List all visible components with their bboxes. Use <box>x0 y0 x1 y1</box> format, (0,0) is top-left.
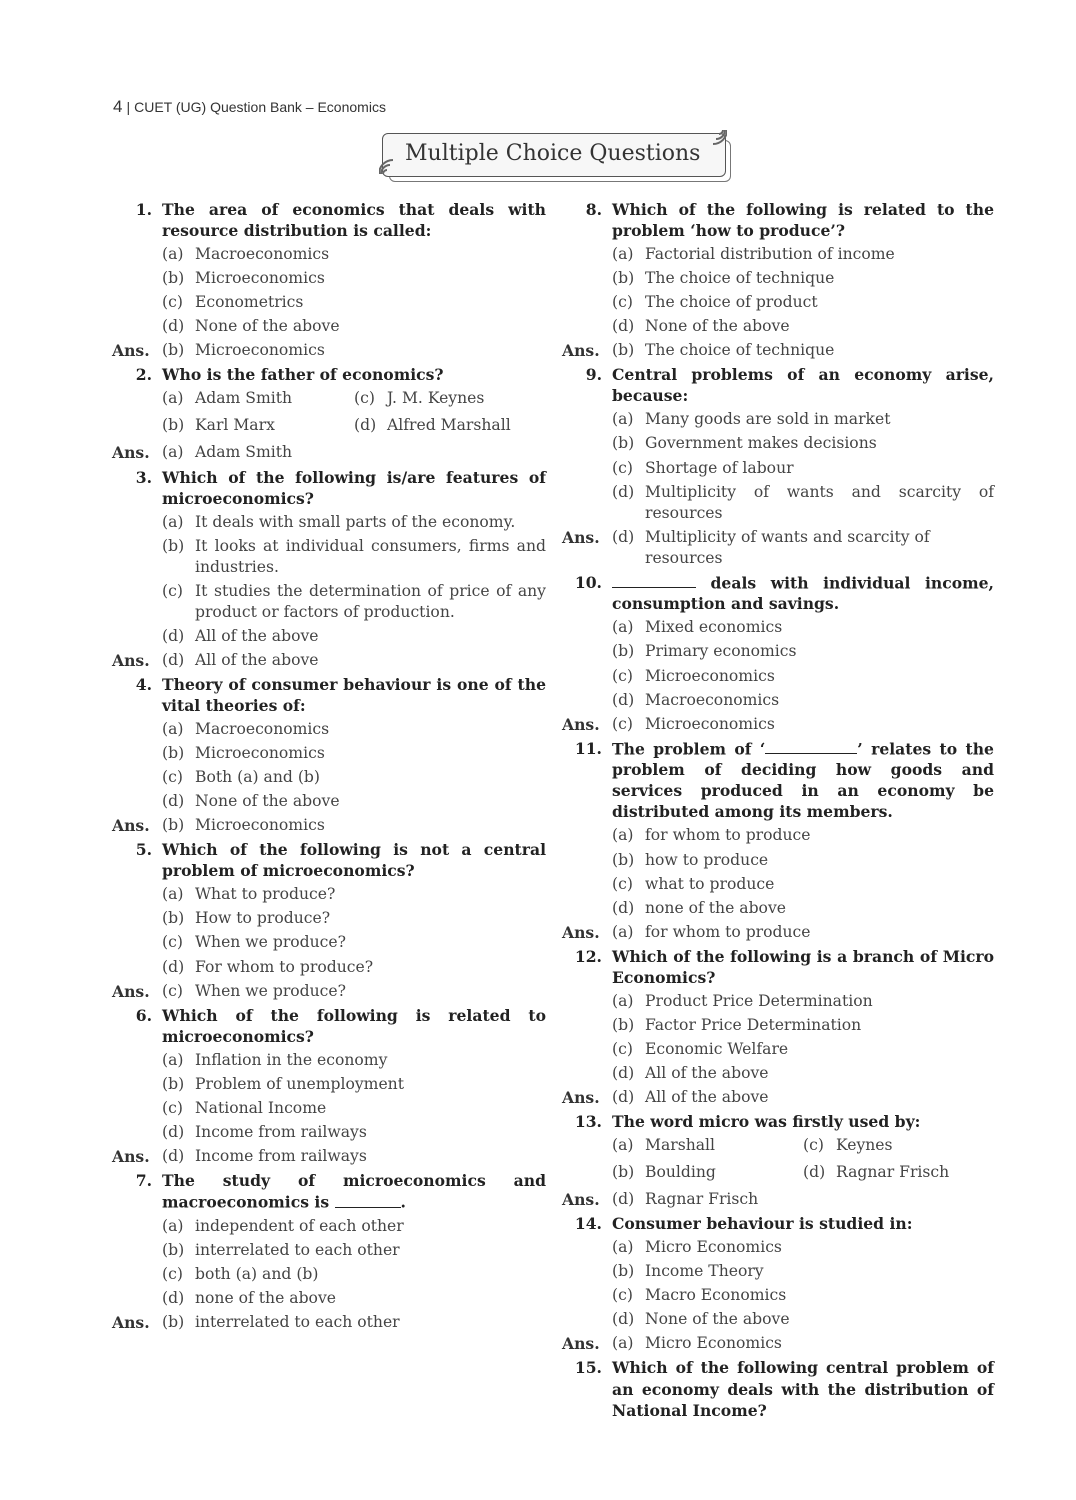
option-letter: (c) <box>803 1136 824 1155</box>
running-head <box>113 97 386 117</box>
option-letter: (c) <box>612 666 633 685</box>
question-number: 12. <box>574 946 602 966</box>
answer <box>562 340 994 361</box>
option-letter: (d) <box>354 416 377 435</box>
option <box>162 884 546 905</box>
option-letter: (a) <box>612 991 634 1010</box>
option-letter: (a) <box>612 618 634 637</box>
answer-label: Ans. <box>562 1334 600 1354</box>
option-text: None of the above <box>195 792 340 811</box>
option-text: Marshall <box>645 1136 716 1155</box>
answer-label: Ans. <box>112 341 150 361</box>
answer <box>562 527 994 569</box>
answer-letter: (b) <box>162 1312 185 1331</box>
option <box>162 1098 546 1119</box>
option <box>162 581 546 623</box>
option-letter: (c) <box>162 933 183 952</box>
option-text: independent of each other <box>195 1216 404 1235</box>
answer-label: Ans. <box>562 1087 600 1107</box>
option <box>612 1063 994 1084</box>
option-letter: (b) <box>162 1240 185 1259</box>
option-letter: (c) <box>162 1098 183 1117</box>
question <box>562 1213 994 1234</box>
answer-letter: (d) <box>612 527 635 546</box>
option-text: Keynes <box>836 1136 893 1155</box>
option-letter: (d) <box>162 792 185 811</box>
answer <box>562 1189 994 1210</box>
option-letter: (a) <box>612 410 634 429</box>
option <box>612 825 994 846</box>
question-text: Consumer behaviour is studied in: <box>612 1214 913 1234</box>
divider: | <box>126 99 131 115</box>
option <box>612 482 994 524</box>
question-text: Theory of consumer behaviour is one of the vital theories of: <box>162 674 546 715</box>
option <box>612 268 994 289</box>
option <box>162 932 546 953</box>
option-list <box>112 385 546 439</box>
answer-text: Micro Economics <box>645 1334 782 1353</box>
question-number: 13. <box>574 1112 602 1132</box>
option-letter: (b) <box>612 1163 635 1182</box>
option-text: Macroeconomics <box>645 690 780 709</box>
option <box>354 415 546 436</box>
answer-letter: (b) <box>612 341 635 360</box>
option <box>162 767 546 788</box>
option <box>803 1162 994 1183</box>
question-text: . <box>400 1192 406 1212</box>
option-text: Primary economics <box>645 642 797 661</box>
question-number: 8. <box>585 200 602 219</box>
question-number: 14. <box>574 1214 602 1234</box>
option-text: Econometrics <box>195 293 304 312</box>
question <box>562 738 994 823</box>
option-letter: (c) <box>162 768 183 787</box>
option-letter: (b) <box>162 1074 185 1093</box>
answer-letter: (c) <box>612 714 633 733</box>
option-text: All of the above <box>195 626 319 645</box>
option-letter: (d) <box>162 317 185 336</box>
option <box>612 1309 994 1330</box>
answer <box>112 1312 546 1333</box>
option-letter: (b) <box>162 269 185 288</box>
question-number: 7. <box>135 1170 152 1190</box>
option-text: interrelated to each other <box>195 1240 400 1259</box>
question <box>112 467 546 509</box>
option-text: none of the above <box>645 898 786 917</box>
left-column <box>112 196 546 1336</box>
fill-in-blank <box>765 738 857 755</box>
option <box>612 458 994 479</box>
question-number: 10. <box>574 572 602 592</box>
question <box>562 364 994 406</box>
section-banner <box>382 133 726 177</box>
answer-letter: (b) <box>162 341 185 360</box>
option-letter: (a) <box>162 245 184 264</box>
answer <box>562 922 994 943</box>
option-list <box>112 884 546 977</box>
option <box>162 1240 546 1261</box>
question-text: deals with individual income, consumption and savings. <box>612 573 994 614</box>
question <box>112 199 546 241</box>
option-letter: (b) <box>612 1262 635 1281</box>
option-text: Micro Economics <box>645 1238 782 1257</box>
question <box>112 1005 546 1047</box>
option-letter: (d) <box>612 690 635 709</box>
answer-label: Ans. <box>562 1190 600 1210</box>
option <box>612 244 994 265</box>
question-number: 15. <box>574 1358 602 1378</box>
option-text: National Income <box>195 1098 327 1117</box>
option-text: Adam Smith <box>195 389 293 408</box>
question-number: 6. <box>135 1005 152 1025</box>
option-letter: (d) <box>612 317 635 336</box>
question-number: 1. <box>135 200 152 219</box>
option-list <box>562 617 994 710</box>
option-letter: (d) <box>162 1122 185 1141</box>
answer-text: Microeconomics <box>195 816 325 835</box>
option-letter: (a) <box>162 1216 184 1235</box>
option-letter: (c) <box>162 581 183 600</box>
option-letter: (c) <box>354 389 375 408</box>
answer <box>562 1333 994 1354</box>
option <box>612 1162 803 1183</box>
option-text: The choice of product <box>645 293 818 312</box>
question-number: 4. <box>135 674 152 694</box>
answer <box>112 1146 546 1167</box>
answer <box>112 981 546 1002</box>
option <box>612 617 994 638</box>
option-letter: (b) <box>162 416 185 435</box>
option-letter: (a) <box>612 245 634 264</box>
option <box>612 1237 994 1258</box>
answer-letter: (b) <box>162 816 185 835</box>
option-text: Income from railways <box>195 1122 367 1141</box>
option <box>162 316 546 337</box>
question-text: Which of the following is a branch of Micro Economics? <box>612 946 994 987</box>
answer <box>562 714 994 735</box>
option <box>162 908 546 929</box>
option <box>162 791 546 812</box>
question <box>112 674 546 716</box>
option-letter: (c) <box>612 874 633 893</box>
option <box>612 666 994 687</box>
option-text: The choice of technique <box>645 269 835 288</box>
question-text: Which of the following central problem of an economy deals with the distribution of National Income? <box>612 1358 994 1420</box>
answer-letter: (a) <box>612 1334 634 1353</box>
option-text: Problem of unemployment <box>195 1074 404 1093</box>
option <box>354 388 546 409</box>
answer-label: Ans. <box>562 527 600 547</box>
answer-text: Ragnar Frisch <box>645 1190 759 1209</box>
question-text: The word micro was firstly used by: <box>612 1112 921 1132</box>
option <box>612 1039 994 1060</box>
question-text: Which of the following is/are features of microeconomics? <box>162 467 546 508</box>
option-letter: (a) <box>162 512 184 531</box>
option-text: Ragnar Frisch <box>836 1163 950 1182</box>
option <box>162 512 546 533</box>
option-text: Microeconomics <box>195 744 325 763</box>
answer <box>112 650 546 671</box>
fill-in-blank <box>612 572 696 589</box>
option-letter: (b) <box>612 269 635 288</box>
answer-letter: (d) <box>162 650 185 669</box>
option-text: J. M. Keynes <box>387 389 485 408</box>
answer-letter: (c) <box>162 981 183 1000</box>
option <box>612 874 994 895</box>
option <box>162 626 546 647</box>
option <box>162 268 546 289</box>
answer-text: When we produce? <box>195 981 347 1000</box>
option <box>162 1264 546 1285</box>
option <box>612 690 994 711</box>
option <box>162 957 546 978</box>
option-letter: (c) <box>612 1039 633 1058</box>
option-letter: (c) <box>612 458 633 477</box>
option-text: What to produce? <box>195 885 336 904</box>
answer-label: Ans. <box>112 1312 150 1332</box>
option-letter: (d) <box>612 1063 635 1082</box>
right-column <box>562 196 994 1421</box>
option-text: both (a) and (b) <box>195 1264 319 1283</box>
option-text: All of the above <box>645 1063 769 1082</box>
option <box>612 1135 803 1156</box>
option-text: Government makes decisions <box>645 434 877 453</box>
option-text: Karl Marx <box>195 416 275 435</box>
question-text: Which of the following is not a central problem of microeconomics? <box>162 840 546 881</box>
option-list <box>112 244 546 337</box>
option-text: It looks at individual consumers, firms and industries. <box>195 536 546 576</box>
option-letter: (a) <box>612 826 634 845</box>
option-letter: (a) <box>162 1050 184 1069</box>
option-letter: (b) <box>612 1015 635 1034</box>
option-text: Microeconomics <box>645 666 775 685</box>
option-text: Shortage of labour <box>645 458 794 477</box>
question-number: 2. <box>135 365 152 385</box>
option-text: Microeconomics <box>195 269 325 288</box>
option-text: Income Theory <box>645 1262 764 1281</box>
question-text: ’ relates to the problem of deciding how goods and services produced in an economy be distributed among its members. <box>612 739 994 822</box>
option-letter: (b) <box>612 434 635 453</box>
answer-label: Ans. <box>112 1146 150 1166</box>
signal-icon-right <box>701 126 727 152</box>
answer-letter: (d) <box>612 1087 635 1106</box>
question <box>562 1111 994 1132</box>
question <box>112 839 546 881</box>
question-text: Who is the father of economics? <box>162 365 444 385</box>
option-list <box>562 409 994 523</box>
option <box>162 244 546 265</box>
question-text: Which of the following is related to microeconomics? <box>162 1005 546 1046</box>
question <box>112 364 546 385</box>
option-text: what to produce <box>645 874 775 893</box>
option-list <box>112 1216 546 1309</box>
option-list <box>112 512 546 647</box>
answer-label: Ans. <box>562 714 600 734</box>
option <box>612 1015 994 1036</box>
answer-letter: (a) <box>162 443 184 462</box>
option-letter: (d) <box>162 957 185 976</box>
option <box>162 1288 546 1309</box>
option-list <box>562 825 994 918</box>
option <box>162 1122 546 1143</box>
answer-label: Ans. <box>112 816 150 836</box>
answer-text: Multiplicity of wants and scarcity of resources <box>645 527 930 567</box>
option <box>162 388 354 409</box>
answer-text: for whom to produce <box>645 922 811 941</box>
option <box>162 1074 546 1095</box>
option-text: Economic Welfare <box>645 1039 789 1058</box>
option <box>612 1285 994 1306</box>
option-text: Mixed economics <box>645 618 783 637</box>
option <box>162 292 546 313</box>
option <box>162 536 546 578</box>
answer-label: Ans. <box>112 650 150 670</box>
answer-label: Ans. <box>562 341 600 361</box>
option-text: None of the above <box>195 317 340 336</box>
answer-letter: (a) <box>612 922 634 941</box>
option-letter: (b) <box>162 536 185 555</box>
question-text: Which of the following is related to the problem ‘how to produce’? <box>612 200 994 241</box>
question <box>562 199 994 241</box>
option-list <box>562 1132 994 1186</box>
option-letter: (b) <box>612 850 635 869</box>
option <box>612 898 994 919</box>
option <box>162 415 354 436</box>
question-number: 9. <box>585 365 602 385</box>
option <box>803 1135 994 1156</box>
option-list <box>562 991 994 1084</box>
option <box>612 850 994 871</box>
option <box>612 991 994 1012</box>
option <box>612 641 994 662</box>
question-number: 3. <box>135 467 152 487</box>
question-text: The area of economics that deals with resource distribution is called: <box>162 200 546 241</box>
running-title: CUET (UG) Question Bank – Economics <box>134 99 386 115</box>
option-text: none of the above <box>195 1288 336 1307</box>
option-text: When we produce? <box>195 933 347 952</box>
answer-text: All of the above <box>195 650 319 669</box>
answer <box>112 442 546 463</box>
answer-letter: (d) <box>612 1190 635 1209</box>
option-text: how to produce <box>645 850 769 869</box>
option-text: Macroeconomics <box>195 720 330 739</box>
answer-text: Adam Smith <box>195 443 293 462</box>
option-letter: (b) <box>162 909 185 928</box>
option-text: Multiplicity of wants and scarcity of resources <box>645 482 994 522</box>
option-list <box>112 1050 546 1143</box>
option-letter: (a) <box>162 389 184 408</box>
option-text: Inflation in the economy <box>195 1050 388 1069</box>
option-letter: (b) <box>612 642 635 661</box>
answer <box>562 1087 994 1108</box>
question <box>562 946 994 988</box>
option <box>162 1216 546 1237</box>
option-text: Boulding <box>645 1163 716 1182</box>
option-text: Many goods are sold in market <box>645 410 891 429</box>
answer-label: Ans. <box>112 981 150 1001</box>
option-text: Alfred Marshall <box>387 416 511 435</box>
option <box>162 719 546 740</box>
option-letter: (a) <box>162 720 184 739</box>
question <box>562 572 994 615</box>
option <box>612 1261 994 1282</box>
signal-icon-left <box>379 152 405 178</box>
option-list <box>112 719 546 812</box>
question-text: The problem of ‘ <box>612 739 766 759</box>
option <box>612 433 994 454</box>
option-letter: (d) <box>612 482 635 501</box>
option-text: Factor Price Determination <box>645 1015 862 1034</box>
question-number: 11. <box>574 738 602 758</box>
option-text: Product Price Determination <box>645 991 873 1010</box>
option-letter: (c) <box>612 293 633 312</box>
option-text: for whom to produce <box>645 826 811 845</box>
option-letter: (d) <box>803 1163 826 1182</box>
option <box>612 316 994 337</box>
option-text: Factorial distribution of income <box>645 245 895 264</box>
option-text: Both (a) and (b) <box>195 768 320 787</box>
question <box>562 1357 994 1420</box>
answer-text: Income from railways <box>195 1146 367 1165</box>
answer <box>112 340 546 361</box>
option-letter: (d) <box>612 898 635 917</box>
answer-label: Ans. <box>562 922 600 942</box>
option-letter: (a) <box>162 885 184 904</box>
option-letter: (c) <box>612 1286 633 1305</box>
option-text: Macro Economics <box>645 1286 787 1305</box>
option-letter: (c) <box>162 293 183 312</box>
option-letter: (b) <box>162 744 185 763</box>
option-text: It deals with small parts of the economy. <box>195 512 516 531</box>
option <box>162 743 546 764</box>
question-text: Central problems of an economy arise, because: <box>612 365 994 406</box>
section-title: Multiple Choice Questions <box>405 141 701 166</box>
option-letter: (c) <box>162 1264 183 1283</box>
question-number: 5. <box>135 840 152 860</box>
answer-text: All of the above <box>645 1087 769 1106</box>
option <box>612 409 994 430</box>
option-list <box>562 244 994 337</box>
option-letter: (a) <box>612 1238 634 1257</box>
option-letter: (d) <box>162 1288 185 1307</box>
question <box>112 1170 546 1213</box>
option-letter: (d) <box>612 1310 635 1329</box>
option <box>612 292 994 313</box>
option-text: For whom to produce? <box>195 957 374 976</box>
option-letter: (d) <box>162 626 185 645</box>
answer <box>112 815 546 836</box>
answer-text: interrelated to each other <box>195 1312 400 1331</box>
option-letter: (a) <box>612 1136 634 1155</box>
option-text: It studies the determination of price of any product or factors of production. <box>195 581 546 621</box>
option <box>162 1050 546 1071</box>
page-number: 4 <box>113 97 123 116</box>
option-text: How to produce? <box>195 909 331 928</box>
option-text: None of the above <box>645 1310 790 1329</box>
answer-text: Microeconomics <box>645 714 775 733</box>
option-list <box>562 1237 994 1330</box>
answer-label: Ans. <box>112 443 150 463</box>
question-text: The study of microeconomics and macroeconomics is <box>162 1170 546 1212</box>
answer-letter: (d) <box>162 1146 185 1165</box>
option-text: None of the above <box>645 317 790 336</box>
fill-in-blank <box>335 1191 401 1208</box>
answer-text: The choice of technique <box>645 341 835 360</box>
option-text: Macroeconomics <box>195 245 330 264</box>
answer-text: Microeconomics <box>195 341 325 360</box>
